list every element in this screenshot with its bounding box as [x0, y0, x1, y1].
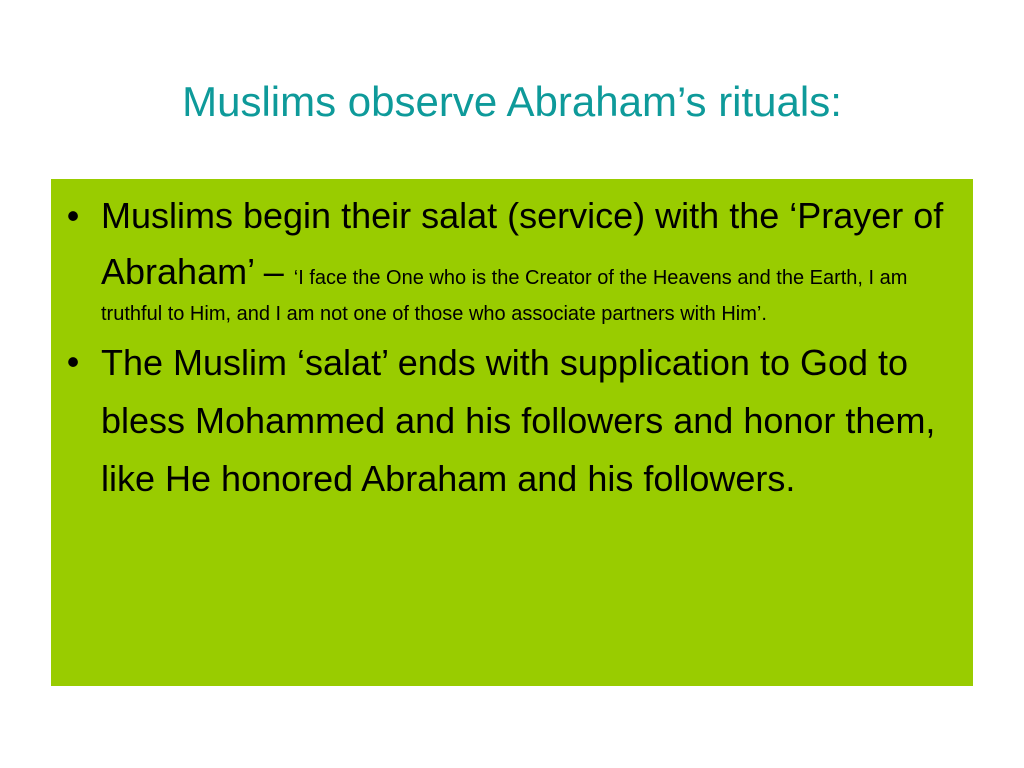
bullet-main-text: Muslims begin their salat (service) with the ‘Prayer of Abraham’ – — [101, 195, 944, 292]
bullet-main-text: The Muslim ‘salat’ ends with supplication to God to bless Mohammed and his followers and honor them, like He honored Abraham and his followers. — [101, 342, 936, 499]
bullet-item-salat-ending — [58, 334, 964, 508]
slide-title: Muslims observe Abraham’s rituals: — [182, 78, 842, 125]
bullet-quote-text: ‘I face the One who is the Creator of the Heavens and the Earth, I am truthful to Him, and I am not one of those who associate partners with Him’. — [101, 267, 908, 325]
bullet-dot-icon: • — [66, 341, 80, 382]
bullet-list — [58, 188, 964, 514]
bullet-item-prayer-of-abraham — [58, 188, 964, 328]
bullet-dot-icon: • — [66, 195, 80, 236]
